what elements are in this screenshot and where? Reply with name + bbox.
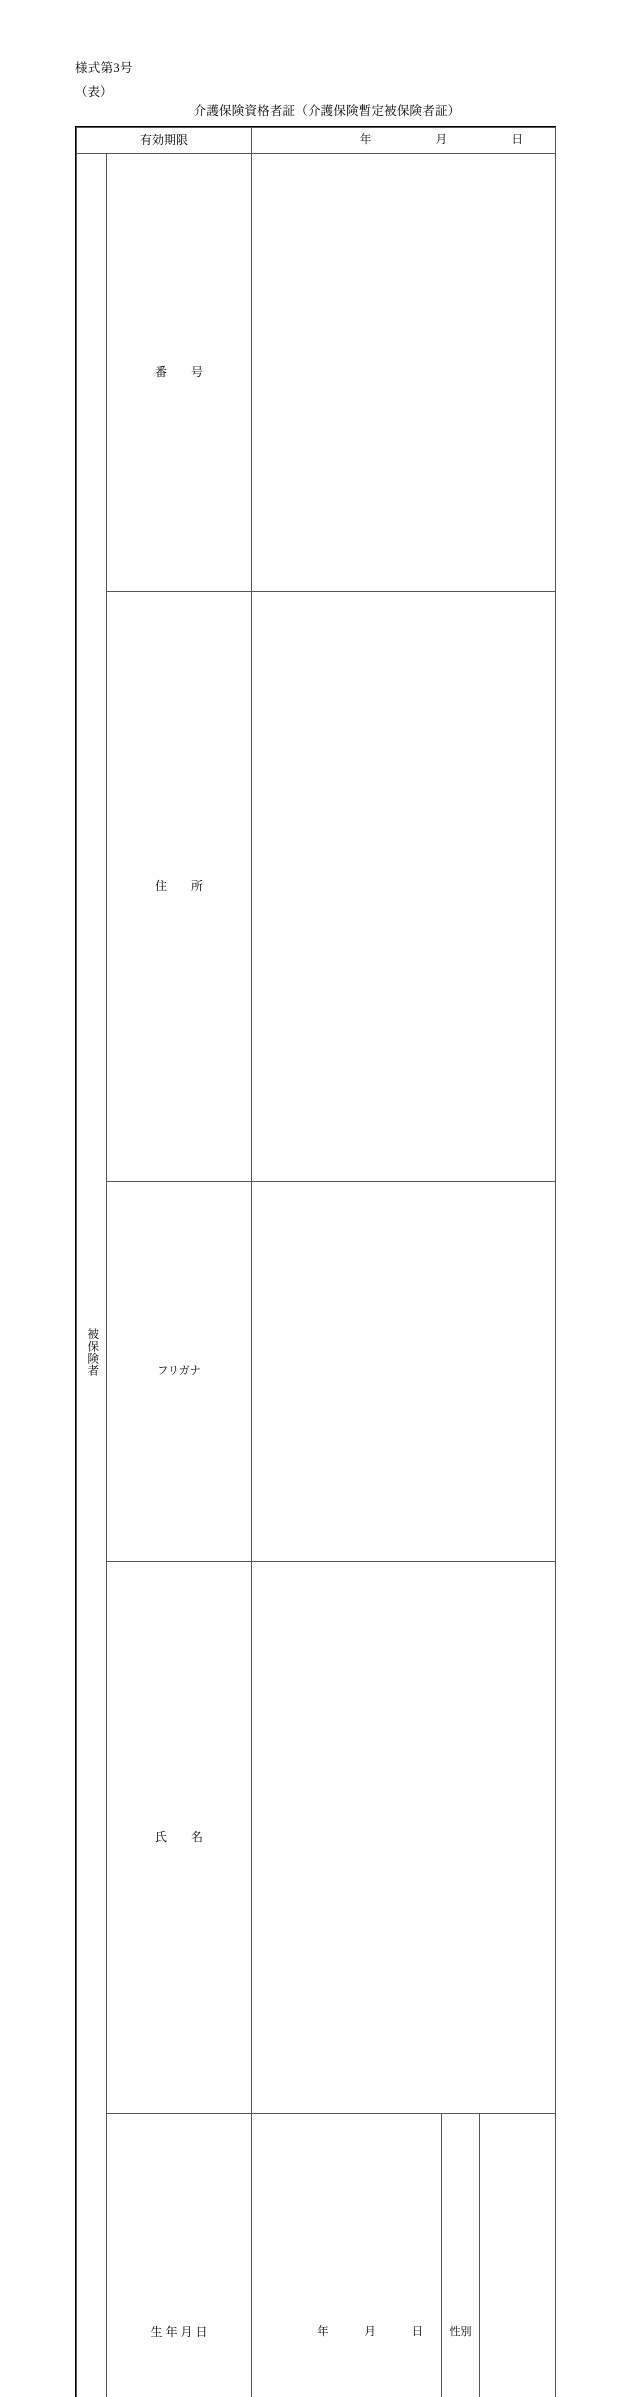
table-row-insured-number bbox=[77, 154, 556, 592]
validity-day: 日 bbox=[479, 133, 555, 147]
table-row-validity bbox=[77, 128, 556, 154]
validity-label: 有効期限 bbox=[77, 128, 252, 154]
birthdate-day: 日 bbox=[394, 2325, 441, 2339]
validity-year: 年 bbox=[328, 133, 404, 147]
birthdate-year: 年 bbox=[299, 2325, 346, 2339]
birthdate-value-cell[interactable] bbox=[252, 2114, 442, 2397]
form-number: 様式第3号 bbox=[75, 58, 133, 76]
insured-number-label: 番 号 bbox=[107, 154, 252, 592]
insured-address-label: 住 所 bbox=[107, 591, 252, 1181]
birthdate-label: 生 年 月 日 bbox=[107, 2114, 252, 2397]
gender-label: 性別 bbox=[442, 2114, 480, 2397]
insured-address-value[interactable] bbox=[252, 591, 556, 1181]
birthdate-month: 月 bbox=[347, 2325, 394, 2339]
insured-vertical-label-cell bbox=[77, 154, 107, 2397]
form-subtitle: （表） bbox=[75, 82, 113, 100]
insured-vertical-label: 被保険者 bbox=[86, 154, 98, 2397]
table-row-insured-furigana bbox=[77, 1181, 556, 1562]
insured-number-value[interactable] bbox=[252, 154, 556, 592]
table-row-insured-name bbox=[77, 1562, 556, 2114]
validity-month: 月 bbox=[404, 133, 480, 147]
table-row-birthdate bbox=[77, 2114, 556, 2397]
gender-value[interactable] bbox=[480, 2114, 556, 2397]
insured-name-label: 氏 名 bbox=[107, 1562, 252, 2114]
certificate-table bbox=[76, 127, 556, 2397]
certificate-table-frame bbox=[75, 126, 556, 2397]
insured-furigana-label: フリガナ bbox=[107, 1181, 252, 1562]
document-title: 介護保険資格者証（介護保険暫定被保険者証） bbox=[0, 101, 630, 119]
validity-date-strip bbox=[252, 133, 555, 147]
document-page bbox=[0, 0, 630, 903]
birthdate-date-strip bbox=[252, 2325, 441, 2339]
insured-name-value[interactable] bbox=[252, 1562, 556, 2114]
insured-furigana-value[interactable] bbox=[252, 1181, 556, 1562]
table-row-insured-address bbox=[77, 591, 556, 1181]
validity-value-cell[interactable] bbox=[252, 128, 556, 154]
